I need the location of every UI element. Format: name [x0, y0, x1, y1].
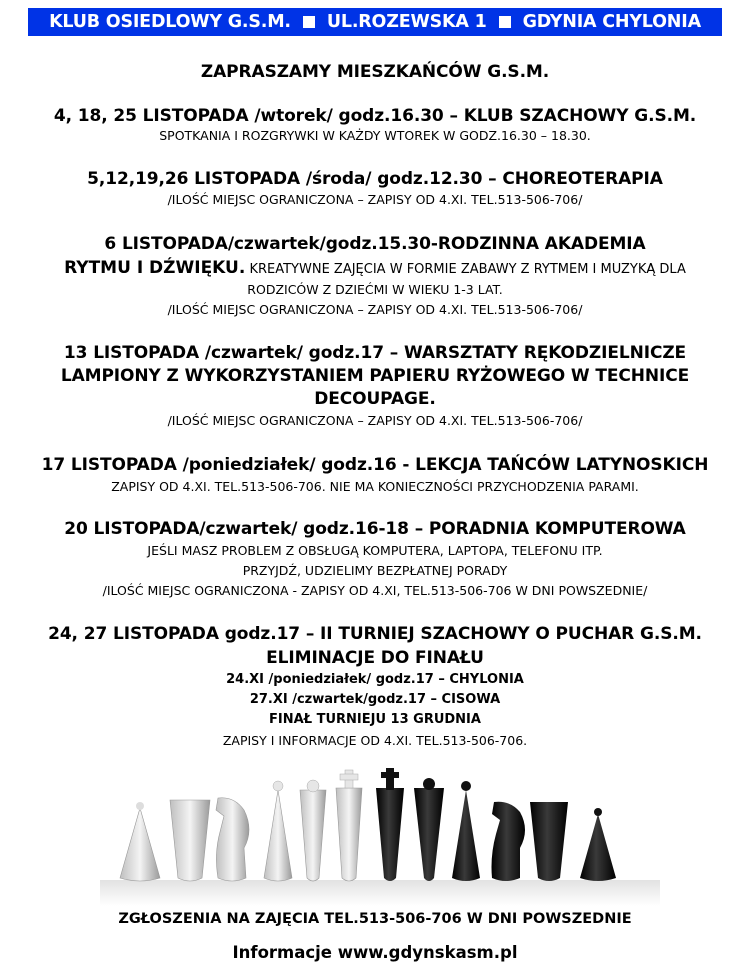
info-footer: Informacje www.gdynskasm.pl: [232, 943, 518, 962]
registration-footer: ZGŁOSZENIA NA ZAJĘCIA TEL.513-506-706 W DNI POWSZEDNIE: [118, 911, 632, 927]
square-bullet-icon: [303, 16, 315, 28]
square-bullet-icon: [499, 16, 511, 28]
event-6-title: 20 LISTOPADA/czwartek/ godz.16-18 – PORADNIA KOMPUTEROWA: [64, 519, 686, 539]
event-6-detail-2: PRZYJDŹ, UDZIELIMY BEZPŁATNEJ PORADY: [242, 563, 508, 578]
event-4-title-1: 13 LISTOPADA /czwartek/ godz.17 – WARSZTATY RĘKODZIELNICZE: [63, 343, 687, 363]
event-4-detail: /ILOŚĆ MIEJSC OGRANICZONA – ZAPISY OD 4.XI. TEL.513-506-706/: [167, 413, 583, 428]
club-address: UL.ROZEWSKA 1: [326, 12, 487, 32]
intro-heading: ZAPRASZAMY MIESZKAŃCÓW G.S.M.: [200, 62, 550, 82]
event-4-title-3: DECOUPAGE.: [314, 389, 436, 409]
event-6-detail-3: /ILOŚĆ MIEJSC OGRANICZONA - ZAPISY OD 4.XI, TEL.513-506-706 W DNI POWSZEDNIE/: [102, 583, 648, 598]
event-3-detail-2: /ILOŚĆ MIEJSC OGRANICZONA – ZAPISY OD 4.XI. TEL.513-506-706/: [167, 302, 583, 317]
event-5-title: 17 LISTOPADA /poniedziałek/ godz.16 - LEKCJA TAŃCÓW LATYNOSKICH: [41, 455, 709, 475]
event-3-subtitle: [0, 258, 750, 278]
event-5-detail: ZAPISY OD 4.XI. TEL.513-506-706. NIE MA KONIECZNOŚCI PRZYCHODZENIA PARAMI.: [111, 479, 639, 494]
club-city: GDYNIA CHYLONIA: [522, 12, 701, 32]
header-banner: [28, 8, 722, 36]
event-7-title-2: ELIMINACJE DO FINAŁU: [266, 648, 484, 668]
event-1-title: 4, 18, 25 LISTOPADA /wtorek/ godz.16.30 – KLUB SZACHOWY G.S.M.: [53, 106, 697, 126]
event-4-title-2: LAMPIONY Z WYKORZYSTANIEM PAPIERU RYŻOWEGO W TECHNICE: [60, 366, 690, 386]
club-name: KLUB OSIEDLOWY G.S.M.: [49, 12, 291, 32]
event-6-detail-1: JEŚLI MASZ PROBLEM Z OBSŁUGĄ KOMPUTERA, LAPTOPA, TELEFONU ITP.: [147, 543, 603, 558]
event-3-detail-1: RODZICÓW Z DZIEĆMI W WIEKU 1-3 LAT.: [247, 282, 503, 297]
event-7-round-2: 27.XI /czwartek/godz.17 – CISOWA: [249, 692, 501, 707]
event-3-title-continued: RYTMU I DŹWIĘKU.: [64, 258, 246, 278]
chess-pieces-icon: [100, 760, 660, 910]
event-3-title: 6 LISTOPADA/czwartek/godz.15.30-RODZINNA AKADEMIA: [104, 234, 646, 254]
event-2-title: 5,12,19,26 LISTOPADA /środa/ godz.12.30 – CHOREOTERAPIA: [87, 169, 663, 189]
event-7-title-1: 24, 27 LISTOPADA godz.17 – II TURNIEJ SZACHOWY O PUCHAR G.S.M.: [48, 624, 702, 644]
event-7-registration: ZAPISY I INFORMACJE OD 4.XI. TEL.513-506-706.: [222, 733, 528, 748]
event-7-round-1: 24.XI /poniedziałek/ godz.17 – CHYLONIA: [226, 672, 524, 687]
event-1-detail: SPOTKANIA I ROZGRYWKI W KAŻDY WTOREK W GODZ.16.30 – 18.30.: [159, 128, 591, 143]
event-7-final: FINAŁ TURNIEJU 13 GRUDNIA: [269, 712, 481, 727]
event-2-detail: /ILOŚĆ MIEJSC OGRANICZONA – ZAPISY OD 4.XI. TEL.513-506-706/: [167, 192, 583, 207]
event-3-description: KREATYWNE ZAJĘCIA W FORMIE ZABAWY Z RYTMEM I MUZYKĄ DLA: [245, 262, 686, 277]
